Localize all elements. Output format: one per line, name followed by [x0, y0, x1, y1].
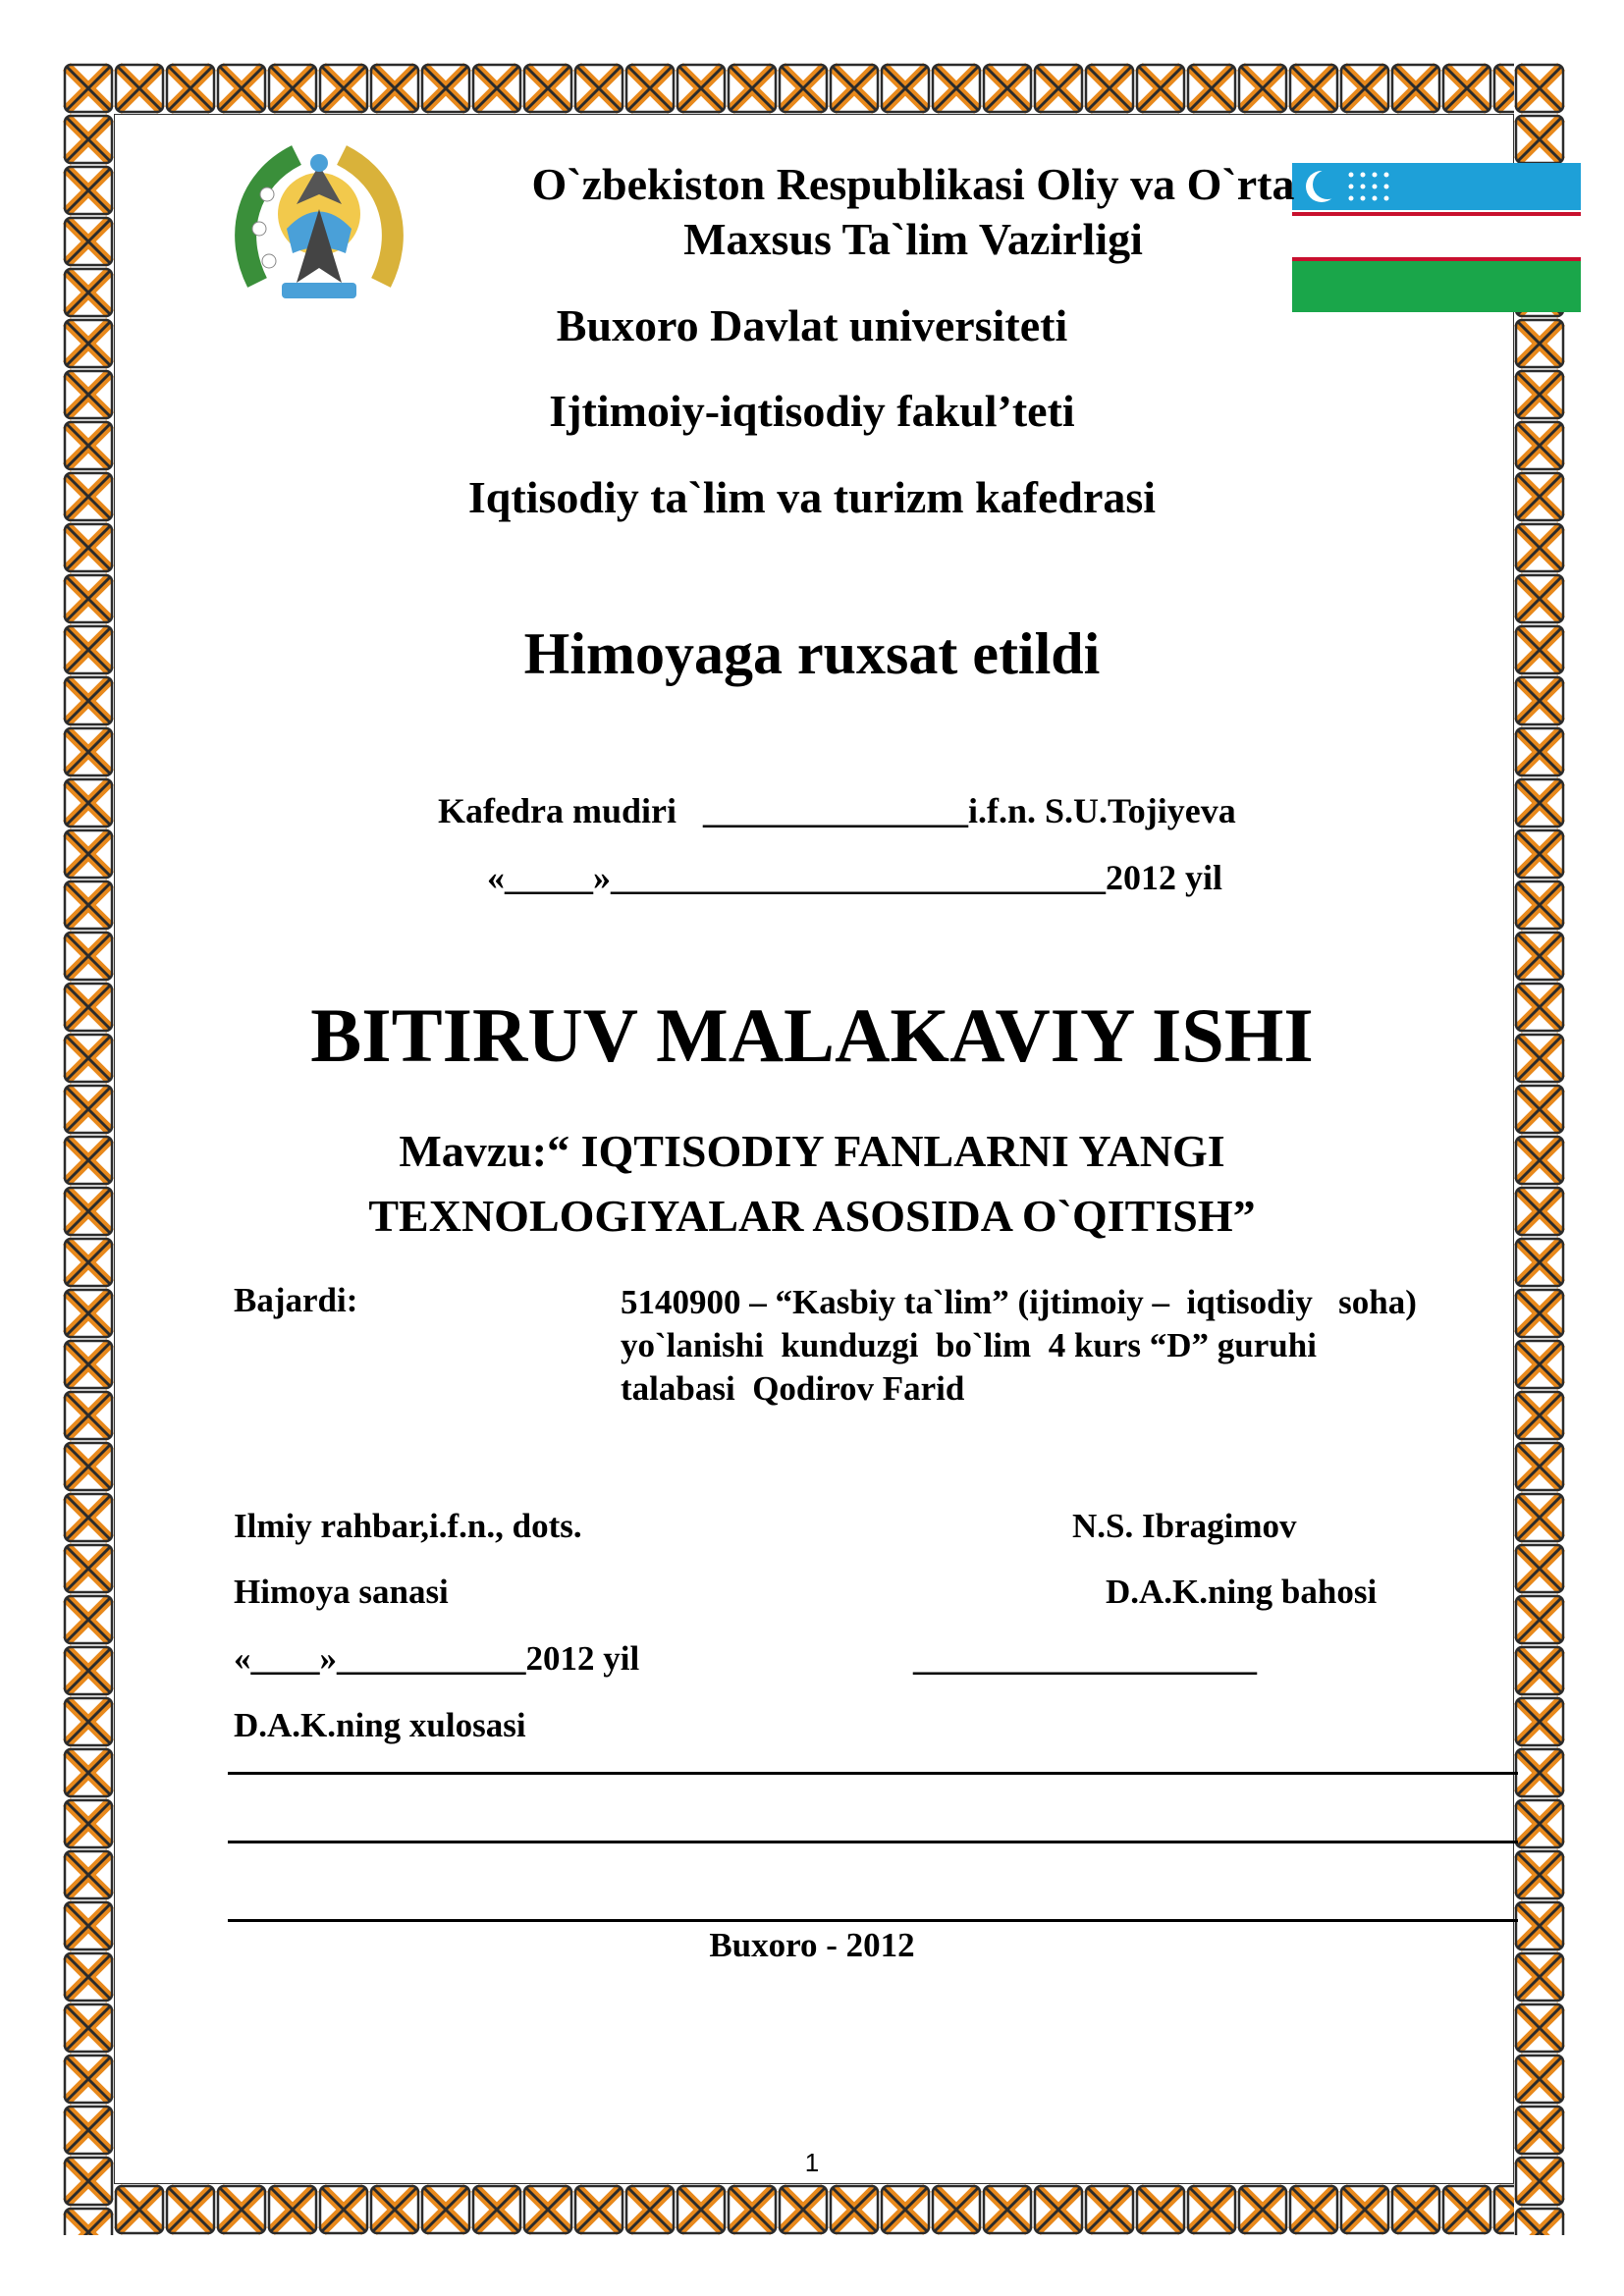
grade-label: D.A.K.ning bahosi — [1106, 1573, 1378, 1611]
defense-date-label: Himoya sanasi — [234, 1573, 449, 1611]
author-label: Bajardi: — [234, 1281, 358, 1319]
conclusion-label: D.A.K.ning xulosasi — [234, 1706, 526, 1744]
approval-date-line: «_____»____________________________2012 yil — [487, 858, 1223, 897]
faculty-name: Ijtimoiy-iqtisodiy fakul’teti — [549, 386, 1075, 436]
approval-title: Himoyaga ruxsat etildi — [523, 621, 1101, 686]
state-emblem-icon — [228, 135, 410, 318]
supervisor-name: N.S. Ibragimov — [1072, 1507, 1297, 1545]
author-details: 5140900 – “Kasbiy ta`lim” (ijtimoiy – iqtisodiy soha) yo`lanishi kunduzgi bo`lim 4 kurs “D” guruhi talabasi Qodirov Farid — [621, 1283, 1417, 1408]
supervisor-label: Ilmiy rahbar,i.f.n., dots. — [234, 1507, 582, 1545]
grade-blank: ____________________ — [913, 1639, 1257, 1678]
city-year: Buxoro - 2012 — [709, 1926, 915, 1964]
ornamental-border-bottom — [63, 2184, 1565, 2235]
ministry-name: O`zbekiston Respublikasi Oliy va O`rta Maxsus Ta`lim Vazirligi — [531, 159, 1295, 264]
department-head-line: Kafedra mudiri _______________i.f.n. S.U.Tojiyeva — [438, 791, 1236, 830]
page-number: 1 — [804, 2148, 820, 2177]
document-title: BITIRUV MALAKAVIY ISHI — [310, 992, 1314, 1078]
conclusion-line — [228, 1772, 1518, 1775]
thesis-topic: Mavzu:“ IQTISODIY FANLARNI YANGI TEXNOLOGIYALAR ASOSIDA O`QITISH” — [368, 1126, 1256, 1241]
conclusion-line — [228, 1919, 1518, 1922]
conclusion-line — [228, 1841, 1518, 1843]
department-name: Iqtisodiy ta`lim va turizm kafedrasi — [467, 472, 1157, 522]
defense-date-value: «____»___________2012 yil — [234, 1639, 640, 1678]
ornamental-border-top — [63, 63, 1565, 114]
university-name: Buxoro Davlat universiteti — [556, 300, 1068, 350]
